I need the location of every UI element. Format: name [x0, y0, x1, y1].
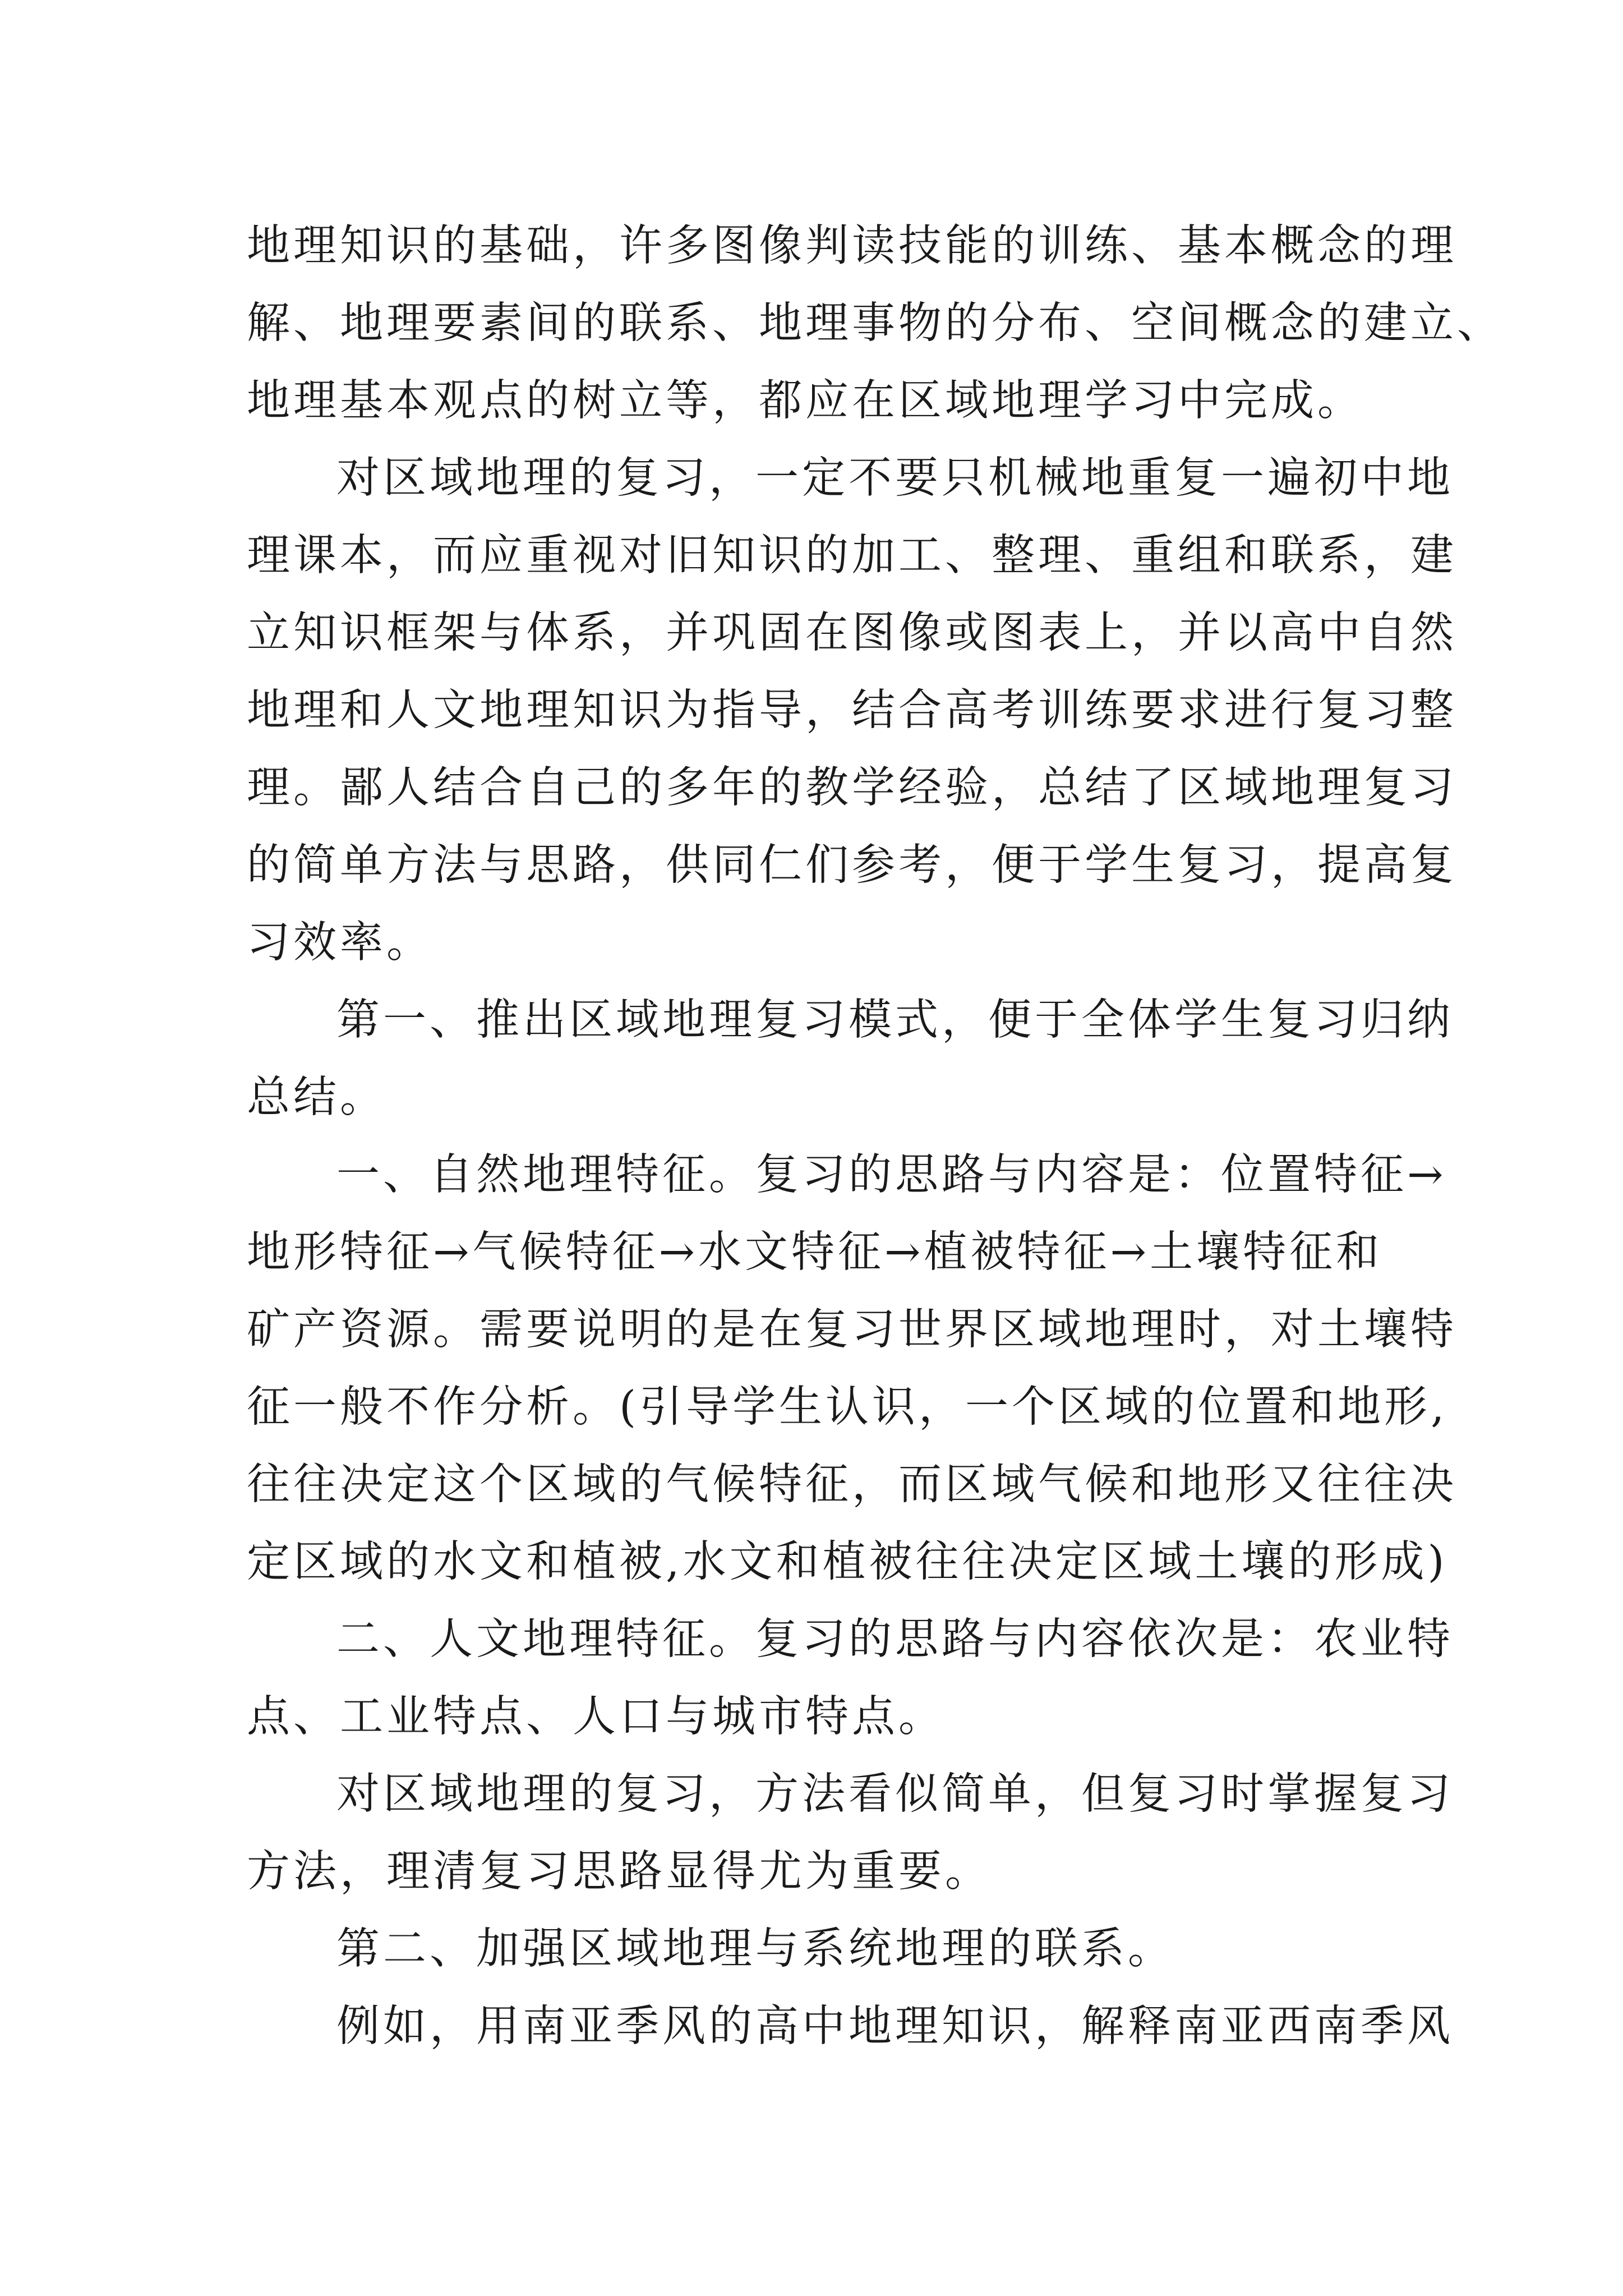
text-line: 解、地理要素间的联系、地理事物的分布、空间概念的建立、 — [247, 298, 1504, 348]
text-line: 理课本，而应重视对旧知识的加工、整理、重组和联系，建 — [247, 531, 1457, 581]
text-line: 往往决定这个区域的气候特征，而区域气候和地形又往往决 — [247, 1460, 1457, 1510]
text-line: 地理基本观点的树立等，都应在区域地理学习中完成。 — [247, 376, 1364, 426]
text-line: 习效率。 — [247, 918, 433, 968]
paragraph-start-line: 二、人文地理特征。复习的思路与内容依次是：农业特 — [336, 1614, 1454, 1664]
text-line: 地形特征→气候特征→水文特征→植被特征→土壤特征和 — [247, 1227, 1383, 1277]
text-line: 地理知识的基础，许多图像判读技能的训练、基本概念的理 — [247, 221, 1457, 271]
body-text — [247, 208, 1504, 2065]
text-line: 理。鄙人结合自己的多年的教学经验，总结了区域地理复习 — [247, 763, 1457, 813]
paragraph-start-line: 例如，用南亚季风的高中地理知识，解释南亚西南季风 — [336, 2001, 1454, 2051]
text-line: 立知识框架与体系，并巩固在图像或图表上，并以高中自然 — [247, 608, 1457, 658]
text-line: 征一般不作分析。(引导学生认识，一个区域的位置和地形, — [247, 1382, 1448, 1432]
text-line: 定区域的水文和植被,水文和植被往往决定区域土壤的形成) — [247, 1537, 1448, 1587]
text-line: 的简单方法与思路，供同仁们参考，便于学生复习，提高复 — [247, 840, 1457, 890]
section-heading-line: 第一、推出区域地理复习模式，便于全体学生复习归纳 — [336, 995, 1454, 1045]
section-heading-line: 第二、加强区域地理与系统地理的联系。 — [336, 1924, 1174, 1974]
text-line: 点、工业特点、人口与城市特点。 — [247, 1692, 945, 1742]
paragraph-start-line: 对区域地理的复习，一定不要只机械地重复一遍初中地 — [336, 453, 1454, 503]
text-line: 方法，理清复习思路显得尤为重要。 — [247, 1847, 992, 1897]
paragraph-start-line: 对区域地理的复习，方法看似简单，但复习时掌握复习 — [336, 1769, 1454, 1819]
text-line: 地理和人文地理知识为指导，结合高考训练要求进行复习整 — [247, 685, 1457, 735]
text-line: 总结。 — [247, 1073, 386, 1122]
paragraph-start-line: 一、自然地理特征。复习的思路与内容是：位置特征→ — [336, 1150, 1447, 1200]
text-line: 矿产资源。需要说明的是在复习世界区域地理时，对土壤特 — [247, 1305, 1457, 1355]
